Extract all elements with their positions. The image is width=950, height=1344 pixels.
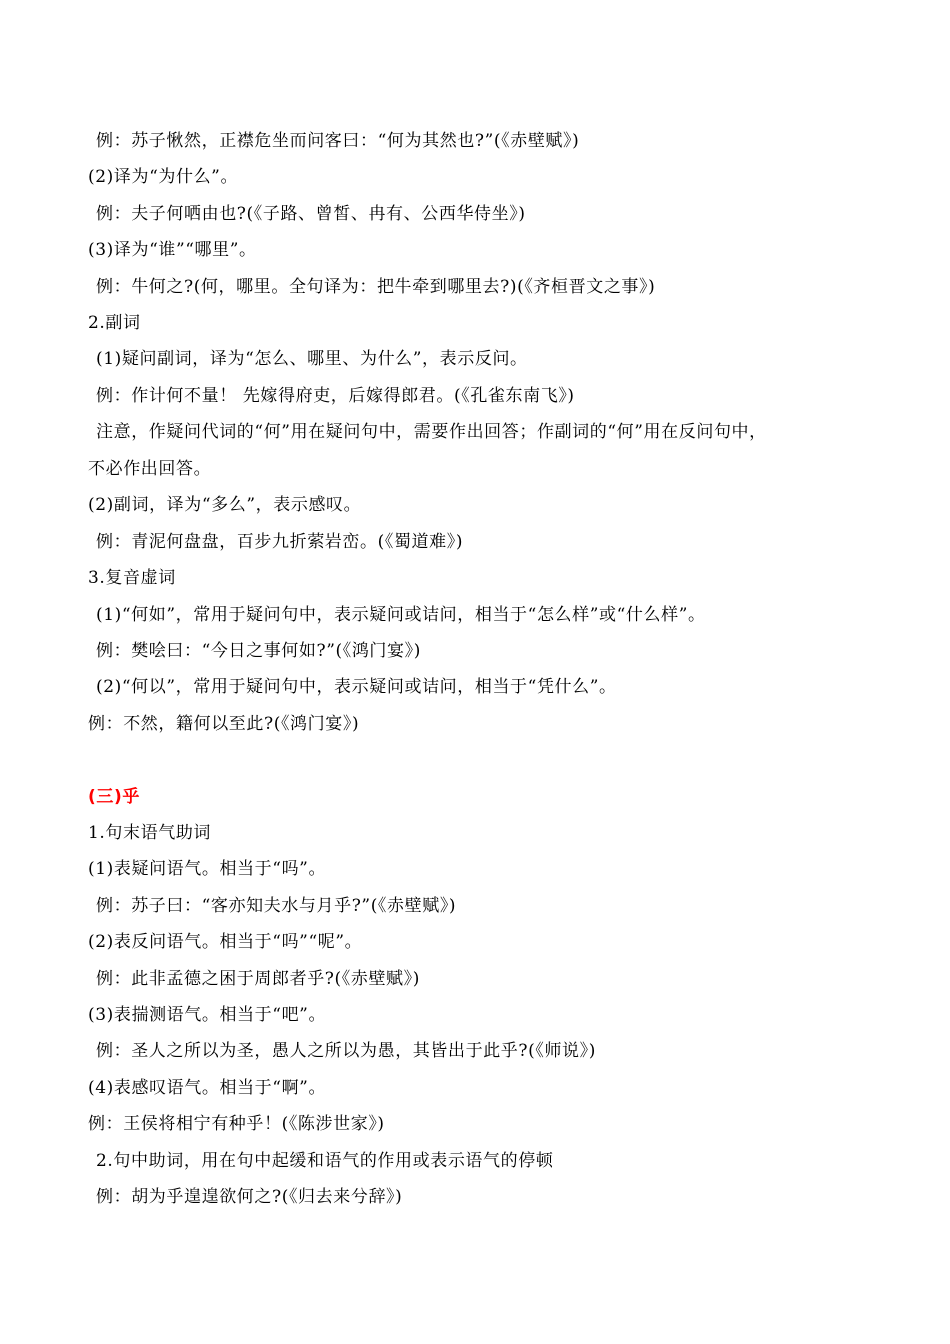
example-line: 例：苏子曰：“客亦知夫水与月乎?”(《赤壁赋》) bbox=[96, 896, 457, 916]
example-line: 例：青泥何盘盘，百步九折萦岩峦。(《蜀道难》) bbox=[96, 532, 464, 552]
definition-line: (3)表揣测语气。相当于“吧”。 bbox=[88, 1005, 327, 1025]
definition-line: (1)表疑问语气。相当于“吗”。 bbox=[88, 859, 327, 879]
section-heading: (三)乎 bbox=[88, 787, 140, 807]
note-line: 注意，作疑问代词的“何”用在疑问句中，需要作出回答；作副词的“何”用在反问句中， bbox=[96, 422, 767, 442]
example-line: 例：王侯将相宁有种乎！(《陈涉世家》) bbox=[88, 1114, 385, 1134]
subsection-heading: 1.句末语气助词 bbox=[88, 823, 212, 843]
definition-line: (2)“何以”，常用于疑问句中，表示疑问或诘问，相当于“凭什么”。 bbox=[96, 677, 617, 697]
definition-line: (2)译为“为什么”。 bbox=[88, 167, 239, 187]
example-line: 例：不然，籍何以至此?(《鸿门宴》) bbox=[88, 714, 360, 734]
example-line: 例：胡为乎遑遑欲何之?(《归去来兮辞》) bbox=[96, 1187, 403, 1207]
definition-line: (1)疑问副词，译为“怎么、哪里、为什么”，表示反问。 bbox=[96, 349, 528, 369]
example-line: 例：圣人之所以为圣，愚人之所以为愚，其皆出于此乎?(《师说》) bbox=[96, 1041, 596, 1061]
definition-line: (4)表感叹语气。相当于“啊”。 bbox=[88, 1078, 327, 1098]
definition-line: (3)译为“谁”“哪里”。 bbox=[88, 240, 257, 260]
example-line: 例：此非孟德之困于周郎者乎?(《赤壁赋》) bbox=[96, 969, 420, 989]
note-line-continued: 不必作出回答。 bbox=[88, 459, 212, 479]
example-line: 例：夫子何哂由也?(《子路、曾皙、冉有、公西华侍坐》) bbox=[96, 204, 526, 224]
example-line: 例：苏子愀然，正襟危坐而问客曰：“何为其然也?”(《赤壁赋》) bbox=[96, 131, 580, 151]
definition-line: (2)表反问语气。相当于“吗”“呢”。 bbox=[88, 932, 363, 952]
example-line: 例：樊哙曰：“今日之事何如?”(《鸿门宴》) bbox=[96, 641, 421, 661]
subsection-heading: 3.复音虚词 bbox=[88, 568, 176, 588]
definition-line: (1)“何如”，常用于疑问句中，表示疑问或诘问，相当于“怎么样”或“什么样”。 bbox=[96, 605, 706, 625]
definition-line: (2)副词，译为“多么”，表示感叹。 bbox=[88, 495, 362, 515]
subsection-heading: 2.句中助词，用在句中起缓和语气的作用或表示语气的停顿 bbox=[96, 1151, 554, 1171]
example-line: 例：牛何之?(何，哪里。全句译为：把牛牵到哪里去?)(《齐桓晋文之事》) bbox=[96, 277, 656, 297]
example-line: 例：作计何不量！ 先嫁得府吏，后嫁得郎君。(《孔雀东南飞》) bbox=[96, 386, 575, 406]
subsection-heading: 2.副词 bbox=[88, 313, 141, 333]
